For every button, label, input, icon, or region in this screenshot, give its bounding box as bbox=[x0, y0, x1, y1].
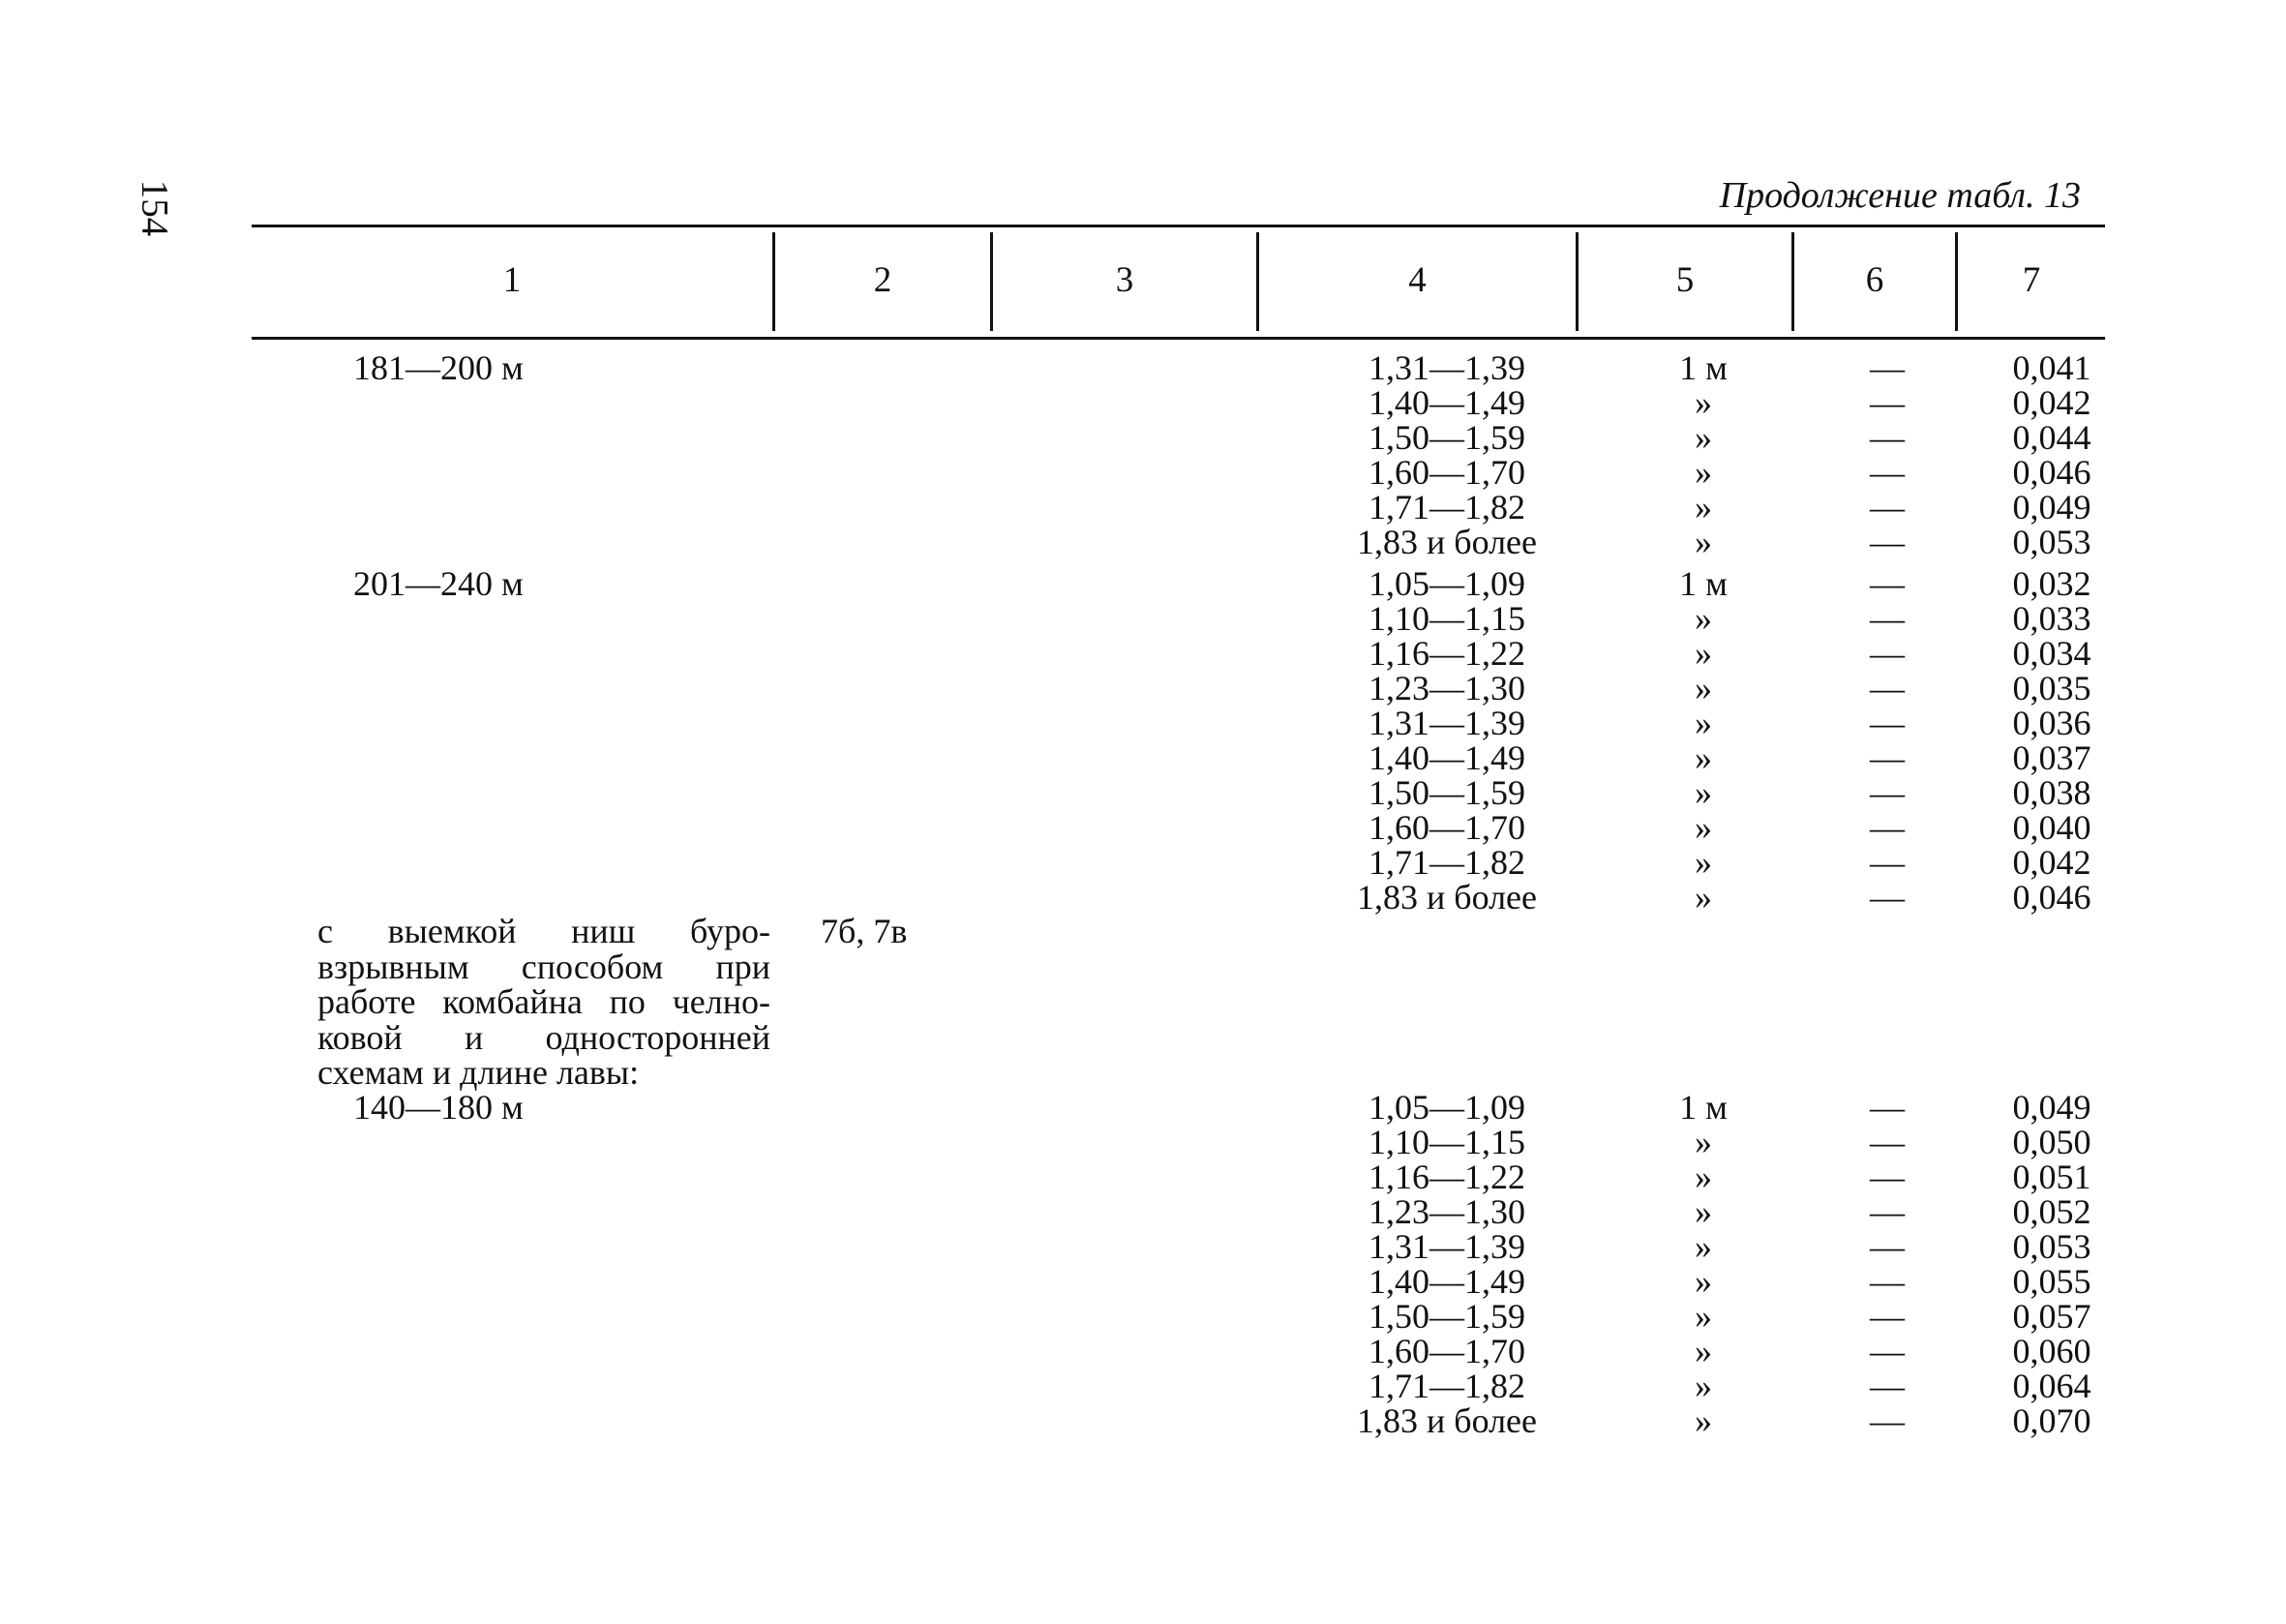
table-cell-col5: 1 м bbox=[1679, 564, 1728, 603]
table-cell-col4: 1,71—1,82 bbox=[1369, 1367, 1525, 1405]
table-cell-col7: 0,044 bbox=[2012, 418, 2091, 457]
table-cell-col7: 0,049 bbox=[2012, 488, 2091, 526]
table-cell-col4: 1,60—1,70 bbox=[1369, 453, 1525, 492]
table-cell-col4: 1,31—1,39 bbox=[1369, 348, 1525, 387]
page-number: 154 bbox=[134, 179, 176, 237]
table-cell-col7: 0,032 bbox=[2012, 564, 2091, 603]
table-cell-col5: » bbox=[1695, 808, 1712, 847]
table-cell-col7: 0,038 bbox=[2012, 773, 2091, 812]
table-cell-col6: — bbox=[1870, 808, 1905, 847]
table-cell-col4: 1,05—1,09 bbox=[1369, 1088, 1525, 1127]
table-cell-col6: — bbox=[1870, 669, 1905, 707]
table-cell-col5: » bbox=[1695, 843, 1712, 882]
column-header-1: 1 bbox=[502, 260, 522, 300]
table-cell-col7: 0,052 bbox=[2012, 1192, 2091, 1231]
table-cell-col1: 201—240 м bbox=[353, 564, 524, 603]
table-cell-col7: 0,046 bbox=[2012, 878, 2091, 917]
table-cell-col7: 0,064 bbox=[2012, 1367, 2091, 1405]
table-cell-col6: — bbox=[1870, 773, 1905, 812]
table-cell-col4: 1,31—1,39 bbox=[1369, 1227, 1525, 1266]
table-cell-col4: 1,50—1,59 bbox=[1369, 1297, 1525, 1336]
table-cell-col7: 0,053 bbox=[2012, 523, 2091, 561]
table-cell-col6: — bbox=[1870, 1123, 1905, 1161]
table-cell-col6: — bbox=[1870, 599, 1905, 638]
table-cell-col6: — bbox=[1870, 348, 1905, 387]
table-cell-col6: — bbox=[1870, 738, 1905, 777]
table-cell-col4: 1,83 и более bbox=[1356, 878, 1538, 917]
table-cell-col6: — bbox=[1870, 1297, 1905, 1336]
table-cell-col4: 1,23—1,30 bbox=[1369, 1192, 1525, 1231]
table-cell-col6: — bbox=[1870, 383, 1905, 422]
table-cell-col5: » bbox=[1695, 418, 1712, 457]
table-cell-col4: 1,60—1,70 bbox=[1369, 808, 1525, 847]
table-cell-col7: 0,041 bbox=[2012, 348, 2091, 387]
column-header-2: 2 bbox=[873, 260, 892, 300]
column-header-4: 4 bbox=[1408, 260, 1427, 300]
table-cell-col6: — bbox=[1870, 453, 1905, 492]
table-cell-col5: » bbox=[1695, 453, 1712, 492]
table-cell-col7: 0,040 bbox=[2012, 808, 2091, 847]
table-cell-col6: — bbox=[1870, 634, 1905, 673]
table-cell-col4: 1,10—1,15 bbox=[1369, 1123, 1525, 1161]
table-cell-col7: 0,070 bbox=[2012, 1401, 2091, 1440]
table-cell-col7: 0,034 bbox=[2012, 634, 2091, 673]
table-cell-col4: 1,83 и более bbox=[1356, 523, 1538, 561]
table-cell-col4: 1,31—1,39 bbox=[1369, 704, 1525, 742]
table-cell-col5: » bbox=[1695, 523, 1712, 561]
table-cell-col7: 0,037 bbox=[2012, 738, 2091, 777]
table-cell-col6: — bbox=[1870, 1227, 1905, 1266]
table-cell-col5: » bbox=[1695, 1158, 1712, 1196]
table-cell-col5: » bbox=[1695, 1227, 1712, 1266]
description-line: взрывным способом при bbox=[317, 947, 770, 986]
table-cell-col2: 7б, 7в bbox=[821, 912, 908, 950]
column-header-7: 7 bbox=[2022, 260, 2041, 300]
table-cell-col4: 1,50—1,59 bbox=[1369, 418, 1525, 457]
table-cell-col5: » bbox=[1695, 599, 1712, 638]
table-cell-col5: » bbox=[1695, 383, 1712, 422]
table-cell-col5: 1 м bbox=[1679, 348, 1728, 387]
header-bottom-rule bbox=[252, 337, 2105, 340]
table-cell-col6: — bbox=[1870, 878, 1905, 917]
column-header-5: 5 bbox=[1675, 260, 1695, 300]
table-caption: Продолжение табл. 13 bbox=[1719, 175, 2081, 216]
table-cell-col7: 0,035 bbox=[2012, 669, 2091, 707]
table-cell-col5: » bbox=[1695, 1401, 1712, 1440]
table-cell-col6: — bbox=[1870, 1367, 1905, 1405]
description-line: схемам и длине лавы: bbox=[317, 1053, 640, 1092]
table-cell-col5: » bbox=[1695, 634, 1712, 673]
description-line: ковой и односторонней bbox=[317, 1017, 770, 1057]
table-cell-col7: 0,060 bbox=[2012, 1332, 2091, 1370]
table-cell-col6: — bbox=[1870, 1401, 1905, 1440]
table-cell-col4: 1,50—1,59 bbox=[1369, 773, 1525, 812]
table-cell-col1: 140—180 м bbox=[353, 1088, 524, 1127]
table-cell-col4: 1,83 и более bbox=[1356, 1401, 1538, 1440]
table-cell-col6: — bbox=[1870, 1158, 1905, 1196]
table-cell-col5: » bbox=[1695, 1123, 1712, 1161]
table-cell-col5: » bbox=[1695, 1332, 1712, 1370]
table-cell-col4: 1,40—1,49 bbox=[1369, 1262, 1525, 1301]
table-cell-col7: 0,053 bbox=[2012, 1227, 2091, 1266]
table-cell-col4: 1,05—1,09 bbox=[1369, 564, 1525, 603]
column-header-6: 6 bbox=[1865, 260, 1884, 300]
table-cell-col6: — bbox=[1870, 704, 1905, 742]
column-header-3: 3 bbox=[1115, 260, 1134, 300]
table-top-rule bbox=[252, 225, 2105, 227]
table-cell-col6: — bbox=[1870, 1192, 1905, 1231]
table-cell-col5: » bbox=[1695, 878, 1712, 917]
table-cell-col5: » bbox=[1695, 1367, 1712, 1405]
table-cell-col4: 1,23—1,30 bbox=[1369, 669, 1525, 707]
table-cell-col7: 0,033 bbox=[2012, 599, 2091, 638]
table-cell-col5: » bbox=[1695, 704, 1712, 742]
table-cell-col6: — bbox=[1870, 1262, 1905, 1301]
table-cell-col4: 1,40—1,49 bbox=[1369, 738, 1525, 777]
table-cell-col4: 1,40—1,49 bbox=[1369, 383, 1525, 422]
table-cell-col5: » bbox=[1695, 773, 1712, 812]
table-cell-col5: » bbox=[1695, 669, 1712, 707]
table-cell-col4: 1,71—1,82 bbox=[1369, 843, 1525, 882]
table-cell-col7: 0,036 bbox=[2012, 704, 2091, 742]
table-cell-col6: — bbox=[1870, 488, 1905, 526]
table-cell-col7: 0,055 bbox=[2012, 1262, 2091, 1301]
table-cell-col7: 0,042 bbox=[2012, 383, 2091, 422]
table-cell-col4: 1,60—1,70 bbox=[1369, 1332, 1525, 1370]
table-cell-col5: » bbox=[1695, 488, 1712, 526]
table-cell-col4: 1,71—1,82 bbox=[1369, 488, 1525, 526]
table-cell-col1: 181—200 м bbox=[353, 348, 524, 387]
table-cell-col6: — bbox=[1870, 523, 1905, 561]
table-cell-col5: » bbox=[1695, 1192, 1712, 1231]
row-description bbox=[317, 914, 770, 1091]
table-cell-col5: » bbox=[1695, 738, 1712, 777]
table-cell-col7: 0,046 bbox=[2012, 453, 2091, 492]
table-cell-col7: 0,042 bbox=[2012, 843, 2091, 882]
table-cell-col7: 0,051 bbox=[2012, 1158, 2091, 1196]
table-cell-col6: — bbox=[1870, 418, 1905, 457]
table-cell-col5: » bbox=[1695, 1262, 1712, 1301]
table-cell-col6: — bbox=[1870, 843, 1905, 882]
table-cell-col4: 1,16—1,22 bbox=[1369, 634, 1525, 673]
table-cell-col7: 0,050 bbox=[2012, 1123, 2091, 1161]
table-cell-col5: 1 м bbox=[1679, 1088, 1728, 1127]
table-cell-col4: 1,16—1,22 bbox=[1369, 1158, 1525, 1196]
description-line: с выемкой ниш буро- bbox=[317, 912, 770, 950]
table-cell-col6: — bbox=[1870, 1088, 1905, 1127]
table-cell-col4: 1,10—1,15 bbox=[1369, 599, 1525, 638]
description-line: работе комбайна по челно- bbox=[317, 982, 770, 1021]
table-cell-col6: — bbox=[1870, 564, 1905, 603]
table-cell-col5: » bbox=[1695, 1297, 1712, 1336]
table-cell-col7: 0,057 bbox=[2012, 1297, 2091, 1336]
table-cell-col6: — bbox=[1870, 1332, 1905, 1370]
table-cell-col7: 0,049 bbox=[2012, 1088, 2091, 1127]
